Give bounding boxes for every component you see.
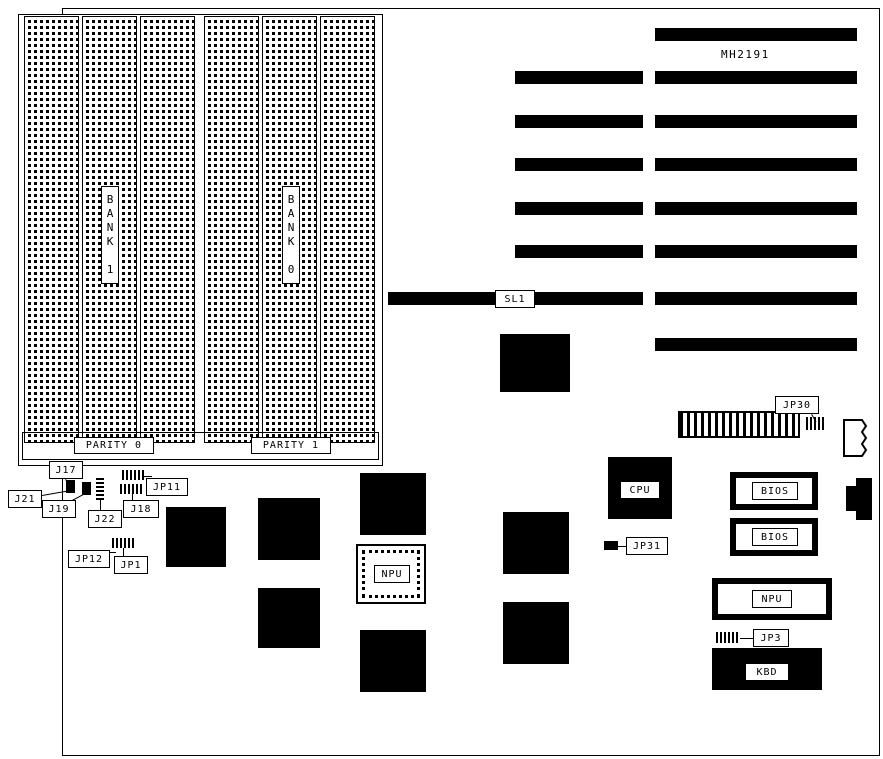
chip-large xyxy=(360,473,426,535)
jp11-label: JP11 xyxy=(146,478,188,496)
j17-label: J17 xyxy=(49,461,83,479)
jp12-label: JP12 xyxy=(68,550,110,568)
edge-connector-icon xyxy=(840,418,868,458)
jp30-jumper[interactable] xyxy=(806,417,826,430)
chip-large xyxy=(258,498,320,560)
expansion-slot[interactable] xyxy=(515,71,643,84)
bios-label-2: BIOS xyxy=(752,528,798,546)
j22-label: J22 xyxy=(88,510,122,528)
bank-label-0: BANK 0 xyxy=(282,186,300,284)
parity-label-0: PARITY 0 xyxy=(74,437,154,454)
jp3-leader xyxy=(740,638,754,639)
board-id-text: MH2191 xyxy=(721,48,770,61)
npu-wide-label: NPU xyxy=(752,590,792,608)
bank-label-1: BANK 1 xyxy=(101,186,119,284)
simm-bank-group[interactable] xyxy=(204,16,259,443)
chip-large xyxy=(166,507,226,567)
npu-socket-label: NPU xyxy=(374,565,410,583)
expansion-slot[interactable] xyxy=(655,338,857,351)
jp31-jumper[interactable] xyxy=(604,541,618,550)
bios-label-1: BIOS xyxy=(752,482,798,500)
jp30-label: JP30 xyxy=(775,396,819,414)
cpu-label: CPU xyxy=(620,481,660,499)
sl1-label: SL1 xyxy=(495,290,535,308)
jp11-jumper[interactable] xyxy=(122,470,144,480)
jp1-label: JP1 xyxy=(114,556,148,574)
jp1-jumper[interactable] xyxy=(112,538,136,548)
j18-jumper[interactable] xyxy=(120,484,142,494)
j18-label: J18 xyxy=(123,500,159,518)
chip-large xyxy=(500,334,570,392)
jumper-block[interactable] xyxy=(96,478,104,500)
kbd-label: KBD xyxy=(745,663,789,681)
din-connector-icon xyxy=(846,486,860,512)
expansion-slot[interactable] xyxy=(515,158,643,171)
jp11-leader xyxy=(144,476,152,477)
expansion-slot[interactable] xyxy=(655,292,857,305)
expansion-slot[interactable] xyxy=(515,245,643,258)
expansion-slot[interactable] xyxy=(655,158,857,171)
simm-bank-group[interactable] xyxy=(140,16,195,443)
jp12-leader xyxy=(110,552,116,553)
j19-label: J19 xyxy=(42,500,76,518)
chip-large xyxy=(503,602,569,664)
j21-label: J21 xyxy=(8,490,42,508)
chip-large xyxy=(360,630,426,692)
chip-large xyxy=(258,588,320,648)
simm-bank-group[interactable] xyxy=(24,16,79,443)
expansion-slot[interactable] xyxy=(655,115,857,128)
parity-label-1: PARITY 1 xyxy=(251,437,331,454)
expansion-slot[interactable] xyxy=(515,115,643,128)
jp31-label: JP31 xyxy=(626,537,668,555)
jp3-label: JP3 xyxy=(753,629,789,647)
expansion-slot[interactable] xyxy=(655,202,857,215)
expansion-slot[interactable] xyxy=(655,245,857,258)
chip-large xyxy=(503,512,569,574)
io-pin-header[interactable] xyxy=(678,411,800,438)
expansion-slot[interactable] xyxy=(515,202,643,215)
simm-bank-group[interactable] xyxy=(320,16,375,443)
expansion-slot[interactable] xyxy=(655,71,857,84)
jp3-jumper[interactable] xyxy=(716,632,740,643)
expansion-slot[interactable] xyxy=(655,28,857,41)
